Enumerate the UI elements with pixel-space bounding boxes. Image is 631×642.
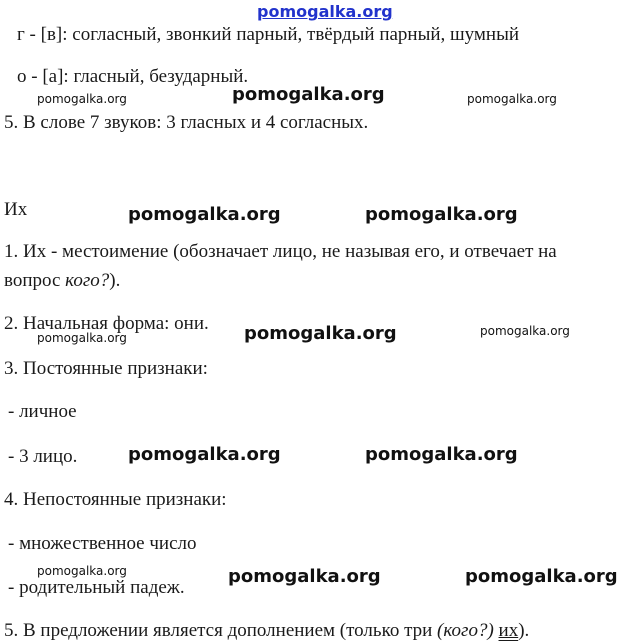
watermark-small: pomogalka.org: [37, 92, 127, 106]
item-4-line: 4. Непостоянные признаки:: [4, 489, 227, 510]
watermark-small: pomogalka.org: [480, 324, 570, 338]
phonetic-line-o: о - [а]: гласный, безударный.: [17, 66, 249, 87]
item-5-line: [4, 620, 529, 642]
item-1-line: 1. Их - местоимение (обозначает лицо, не называя его, и отвечает на: [4, 241, 557, 262]
text-span: вопрос: [4, 270, 66, 291]
item-2-line: 2. Начальная форма: они.: [4, 313, 209, 334]
watermark-big: pomogalka.org: [228, 566, 381, 587]
watermark-big: pomogalka.org: [232, 84, 385, 105]
italic-question: (кого?): [437, 620, 494, 641]
item-3-line: 3. Постоянные признаки:: [4, 358, 208, 379]
constant-feature-2: - 3 лицо.: [8, 446, 78, 467]
item-1-continuation: [4, 270, 120, 292]
text-span: ).: [109, 270, 121, 291]
text-span: 5. В предложении является дополнением (только три: [4, 620, 438, 641]
watermark-top: pomogalka.org: [257, 2, 393, 21]
variable-feature-1: - множественное число: [8, 533, 197, 554]
constant-feature-1: - личное: [8, 401, 77, 422]
watermark-big: pomogalka.org: [244, 323, 397, 344]
phonetic-line-g: г - [в]: согласный, звонкий парный, твёрдый парный, шумный: [17, 24, 520, 45]
sound-count-line: 5. В слове 7 звуков: 3 гласных и 4 согласных.: [4, 112, 369, 133]
watermark-small: pomogalka.org: [467, 92, 557, 106]
watermark-big: pomogalka.org: [365, 444, 518, 465]
watermark-big: pomogalka.org: [128, 204, 281, 225]
variable-feature-2: - родительный падеж.: [8, 577, 185, 598]
watermark-big: pomogalka.org: [128, 444, 281, 465]
underlined-word: их: [498, 620, 519, 641]
watermark-small: pomogalka.org: [37, 564, 127, 578]
watermark-big: pomogalka.org: [365, 204, 518, 225]
word-heading: Их: [4, 199, 28, 220]
text-span: ).: [518, 620, 530, 641]
watermark-big: pomogalka.org: [465, 566, 618, 587]
italic-question: кого?: [65, 270, 110, 291]
watermark-small: pomogalka.org: [37, 331, 127, 345]
